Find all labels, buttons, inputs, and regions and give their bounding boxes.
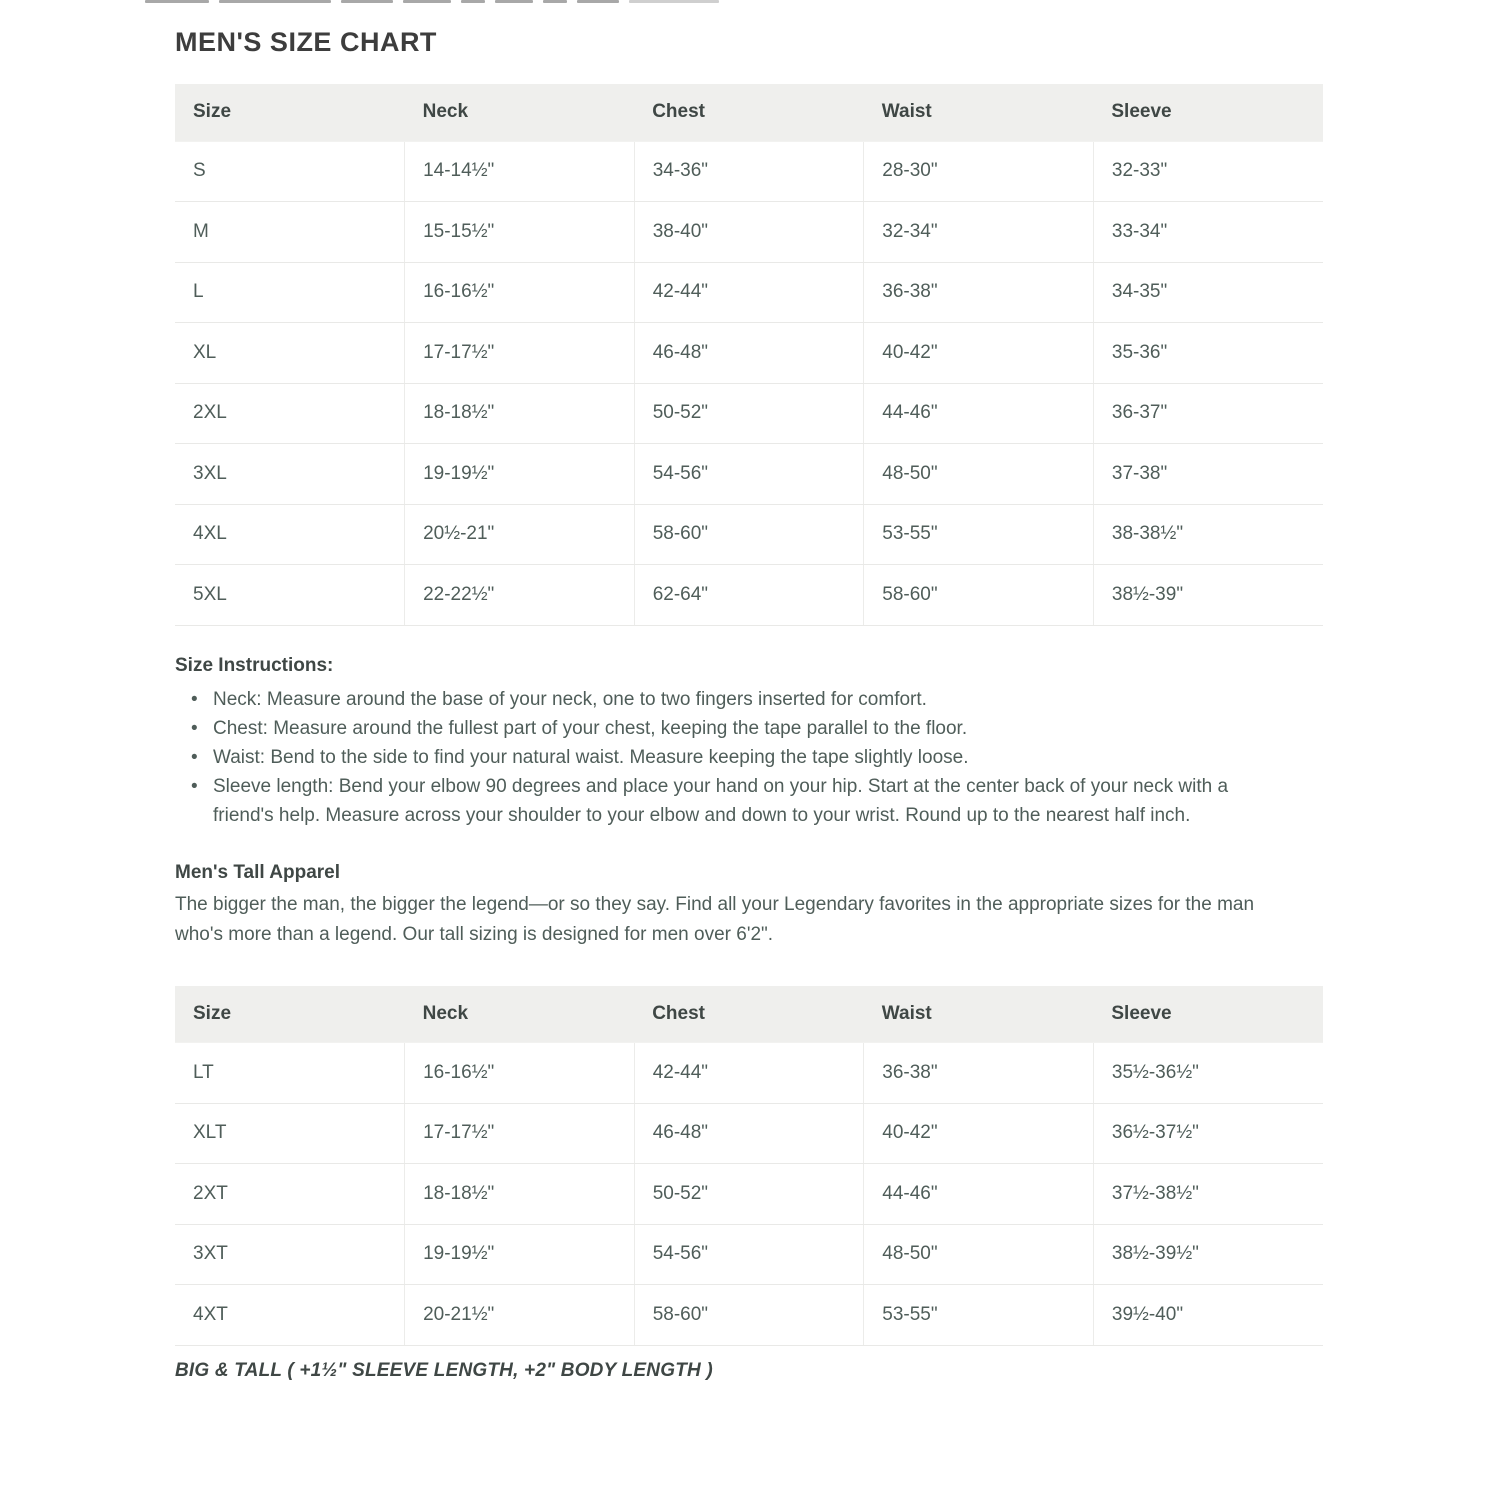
table-cell: 36-38"	[864, 1043, 1094, 1104]
table-cell: 58-60"	[634, 1285, 864, 1346]
column-header-size: Size	[175, 986, 405, 1043]
table-row	[175, 444, 1323, 505]
table-cell: 20-21½"	[405, 1285, 635, 1346]
table-cell: 32-33"	[1093, 141, 1323, 202]
table-cell: 36½-37½"	[1093, 1103, 1323, 1164]
column-header-chest: Chest	[634, 84, 864, 141]
clipped-top-text-remnant	[145, 0, 719, 4]
table-cell: 42-44"	[634, 1043, 864, 1104]
column-header-neck: Neck	[405, 986, 635, 1043]
table-cell: 35-36"	[1093, 323, 1323, 384]
table-row	[175, 565, 1323, 626]
table-row	[175, 1164, 1323, 1225]
table-cell: 14-14½"	[405, 141, 635, 202]
column-header-neck: Neck	[405, 84, 635, 141]
table-cell: 36-38"	[864, 262, 1094, 323]
header-row	[175, 84, 1323, 141]
table-cell: 54-56"	[634, 1224, 864, 1285]
table-cell: M	[175, 202, 405, 263]
table-cell: 39½-40"	[1093, 1285, 1323, 1346]
table-cell: 2XL	[175, 383, 405, 444]
table-cell: 34-35"	[1093, 262, 1323, 323]
table-cell: 19-19½"	[405, 444, 635, 505]
table-cell: 16-16½"	[405, 262, 635, 323]
tall-apparel-paragraph: The bigger the man, the bigger the legend—or so they say. Find all your Legendary favorites in the appropriate sizes for the man who's more than a legend. Our tall sizing is designed for men over 6'2".	[175, 893, 1255, 945]
table-row	[175, 1103, 1323, 1164]
column-header-waist: Waist	[864, 986, 1094, 1043]
table-cell: 38-40"	[634, 202, 864, 263]
tall-size-table-body	[175, 1043, 1323, 1346]
column-header-sleeve: Sleeve	[1093, 84, 1323, 141]
instruction-item: • Sleeve length: Bend your elbow 90 degrees and place your hand on your hip. Start at the center back of your neck with a friend's help. Measure across your shoulder to your elbow and down to your wrist. Round up to the nearest half inch.	[175, 772, 1293, 830]
table-cell: 34-36"	[634, 141, 864, 202]
column-header-size: Size	[175, 84, 405, 141]
table-cell: 38½-39"	[1093, 565, 1323, 626]
big-and-tall-note: BIG & TALL ( +1½" SLEEVE LENGTH, +2" BODY LENGTH )	[175, 1359, 713, 1381]
regular-size-table-body	[175, 141, 1323, 625]
table-cell: 38½-39½"	[1093, 1224, 1323, 1285]
table-cell: 17-17½"	[405, 1103, 635, 1164]
table-cell: L	[175, 262, 405, 323]
instruction-item: • Chest: Measure around the fullest part of your chest, keeping the tape parallel to the floor.	[175, 714, 1293, 743]
tall-apparel-section	[175, 862, 1325, 950]
table-cell: 28-30"	[864, 141, 1094, 202]
table-row	[175, 202, 1323, 263]
table-cell: 46-48"	[634, 1103, 864, 1164]
table-cell: 3XT	[175, 1224, 405, 1285]
table-cell: 4XL	[175, 504, 405, 565]
table-cell: 53-55"	[864, 1285, 1094, 1346]
table-cell: 22-22½"	[405, 565, 635, 626]
table-row	[175, 1285, 1323, 1346]
table-row	[175, 262, 1323, 323]
table-cell: 17-17½"	[405, 323, 635, 384]
tall-size-table	[175, 986, 1323, 1346]
table-cell: LT	[175, 1043, 405, 1104]
table-cell: 48-50"	[864, 1224, 1094, 1285]
table-cell: 40-42"	[864, 1103, 1094, 1164]
table-cell: 20½-21"	[405, 504, 635, 565]
table-cell: 15-15½"	[405, 202, 635, 263]
table-cell: 37½-38½"	[1093, 1164, 1323, 1225]
table-cell: 4XT	[175, 1285, 405, 1346]
table-cell: 44-46"	[864, 1164, 1094, 1225]
table-cell: XLT	[175, 1103, 405, 1164]
table-cell: 3XL	[175, 444, 405, 505]
main-content	[175, 27, 1325, 1382]
table-cell: 19-19½"	[405, 1224, 635, 1285]
instruction-item: • Neck: Measure around the base of your neck, one to two fingers inserted for comfort.	[175, 685, 1293, 714]
table-cell: 38-38½"	[1093, 504, 1323, 565]
table-cell: 50-52"	[634, 1164, 864, 1225]
table-row	[175, 141, 1323, 202]
table-cell: 5XL	[175, 565, 405, 626]
table-row	[175, 1224, 1323, 1285]
table-row	[175, 504, 1323, 565]
tall-apparel-heading: Men's Tall Apparel	[175, 861, 340, 883]
table-cell: 53-55"	[864, 504, 1094, 565]
table-cell: 18-18½"	[405, 1164, 635, 1225]
table-cell: 32-34"	[864, 202, 1094, 263]
table-cell: 54-56"	[634, 444, 864, 505]
table-cell: S	[175, 141, 405, 202]
table-cell: 2XT	[175, 1164, 405, 1225]
table-row	[175, 323, 1323, 384]
table-cell: 58-60"	[634, 504, 864, 565]
column-header-chest: Chest	[634, 986, 864, 1043]
table-cell: 37-38"	[1093, 444, 1323, 505]
table-cell: XL	[175, 323, 405, 384]
regular-size-table	[175, 84, 1323, 626]
column-header-waist: Waist	[864, 84, 1094, 141]
table-cell: 16-16½"	[405, 1043, 635, 1104]
table-cell: 36-37"	[1093, 383, 1323, 444]
page-title: MEN'S SIZE CHART	[175, 27, 437, 57]
table-row	[175, 1043, 1323, 1104]
table-cell: 44-46"	[864, 383, 1094, 444]
header-row	[175, 986, 1323, 1043]
table-cell: 46-48"	[634, 323, 864, 384]
instruction-item: • Waist: Bend to the side to find your natural waist. Measure keeping the tape slightly loose.	[175, 743, 1293, 772]
table-cell: 35½-36½"	[1093, 1043, 1323, 1104]
table-cell: 50-52"	[634, 383, 864, 444]
table-row	[175, 383, 1323, 444]
size-instructions-heading: Size Instructions:	[175, 654, 334, 676]
size-instructions-list	[175, 685, 1325, 830]
table-cell: 33-34"	[1093, 202, 1323, 263]
size-instructions-section	[175, 655, 1325, 830]
table-cell: 42-44"	[634, 262, 864, 323]
table-cell: 48-50"	[864, 444, 1094, 505]
column-header-sleeve: Sleeve	[1093, 986, 1323, 1043]
regular-size-table-header	[175, 84, 1323, 141]
tall-size-table-header	[175, 986, 1323, 1043]
table-cell: 40-42"	[864, 323, 1094, 384]
table-cell: 58-60"	[864, 565, 1094, 626]
tall-size-table-wrap	[175, 986, 1325, 1346]
table-cell: 18-18½"	[405, 383, 635, 444]
table-cell: 62-64"	[634, 565, 864, 626]
